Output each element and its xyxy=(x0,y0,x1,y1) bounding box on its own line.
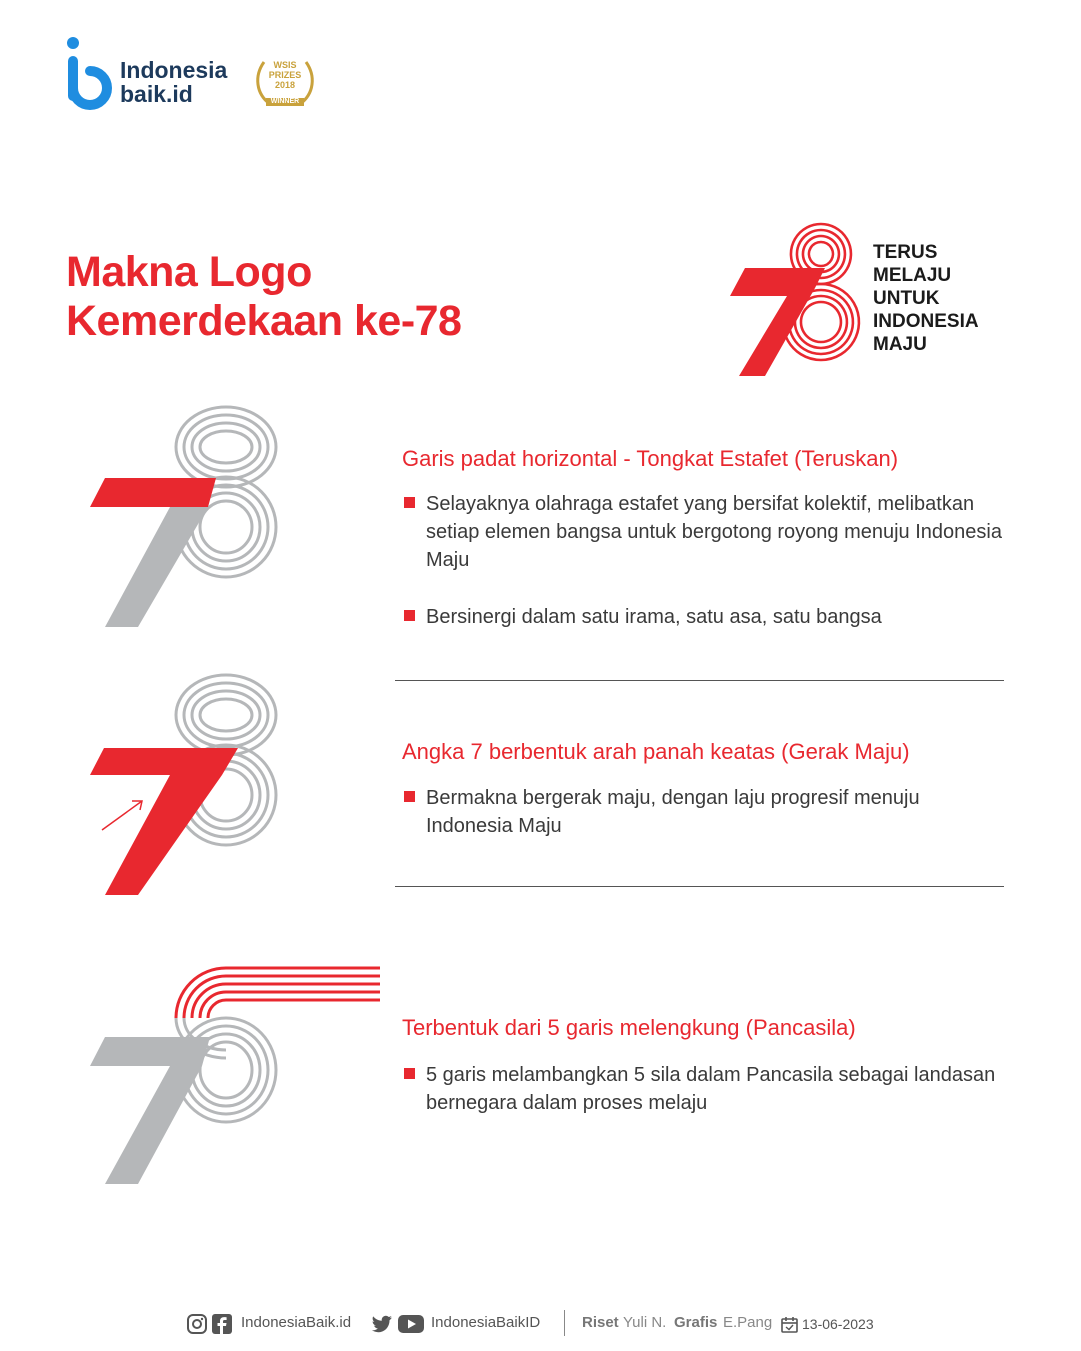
wsis-award-badge xyxy=(252,54,318,114)
bullet-text: Bersinergi dalam satu irama, satu asa, satu bangsa xyxy=(426,606,882,628)
divider xyxy=(395,886,1004,887)
figure-five-curves xyxy=(60,962,390,1187)
footer-handle-2[interactable]: IndonesiaBaikID xyxy=(431,1314,541,1331)
calendar-icon xyxy=(781,1316,798,1333)
research-name: Yuli N. xyxy=(623,1314,667,1331)
tagline-line: MELAJU xyxy=(873,265,952,286)
figure-horizontal-bar xyxy=(60,405,390,630)
brand-name xyxy=(120,58,227,106)
tagline-line: UNTUK xyxy=(873,288,940,309)
brand-name-line1: Indonesia xyxy=(120,57,228,83)
section-1-bullet xyxy=(404,603,1004,631)
brand-header xyxy=(66,36,326,116)
indonesia-baik-logo-icon xyxy=(66,36,116,114)
award-line4: WINNER xyxy=(270,98,300,105)
hut-ri-78-logo xyxy=(725,218,875,376)
section-title-2: Angka 7 berbentuk arah panah keatas (Gerak Maju) xyxy=(402,739,910,764)
tagline-line: TERUS xyxy=(873,242,938,263)
graphic-label: Grafis xyxy=(674,1314,718,1331)
figure-arrow-seven xyxy=(60,673,390,898)
bullet-square-icon xyxy=(404,610,415,621)
section-title-3: Terbentuk dari 5 garis melengkung (Pancasila) xyxy=(402,1015,856,1040)
brand-name-line2: baik.id xyxy=(120,81,193,107)
page-title xyxy=(66,248,461,346)
up-arrow-icon xyxy=(102,801,142,830)
section-1-bullet xyxy=(404,490,1004,574)
bullet-text: Bermakna bergerak maju, dengan laju progresif menuju Indonesia Maju xyxy=(426,787,920,837)
tagline-line: MAJU xyxy=(873,334,927,355)
footer-handle-1[interactable]: IndonesiaBaik.id xyxy=(241,1314,352,1331)
bullet-text: 5 garis melambangkan 5 sila dalam Pancasila sebagai landasan bernegara dalam proses melaju xyxy=(426,1064,996,1114)
footer xyxy=(0,1310,1081,1340)
logo-tagline xyxy=(873,241,979,356)
divider xyxy=(395,680,1004,681)
bullet-square-icon xyxy=(404,791,415,802)
bullet-text: Selayaknya olahraga estafet yang bersifat kolektif, melibatkan setiap elemen bangsa untuk bergotong royong menuju Indonesia Maju xyxy=(426,493,1002,571)
youtube-icon[interactable] xyxy=(398,1315,424,1333)
research-label: Riset xyxy=(582,1314,619,1331)
bullet-square-icon xyxy=(404,497,415,508)
twitter-icon[interactable] xyxy=(371,1315,393,1333)
section-3-bullet xyxy=(404,1061,1004,1117)
section-title-1: Garis padat horizontal - Tongkat Estafet (Teruskan) xyxy=(402,446,899,471)
page-title-line1: Makna Logo xyxy=(66,248,312,296)
facebook-icon[interactable] xyxy=(212,1314,232,1334)
bullet-square-icon xyxy=(404,1068,415,1079)
tagline-line: INDONESIA xyxy=(873,311,979,332)
footer-separator xyxy=(564,1310,565,1336)
page-title-line2: Kemerdekaan ke-78 xyxy=(66,297,462,345)
footer-date: 13-06-2023 xyxy=(802,1316,874,1332)
award-line1: WSIS xyxy=(273,60,297,70)
graphic-name: E.Pang xyxy=(723,1314,773,1331)
section-2-bullet xyxy=(404,784,1004,840)
instagram-icon[interactable] xyxy=(187,1314,207,1334)
award-line3: 2018 xyxy=(274,80,296,90)
award-line2: PRIZES xyxy=(268,70,302,80)
